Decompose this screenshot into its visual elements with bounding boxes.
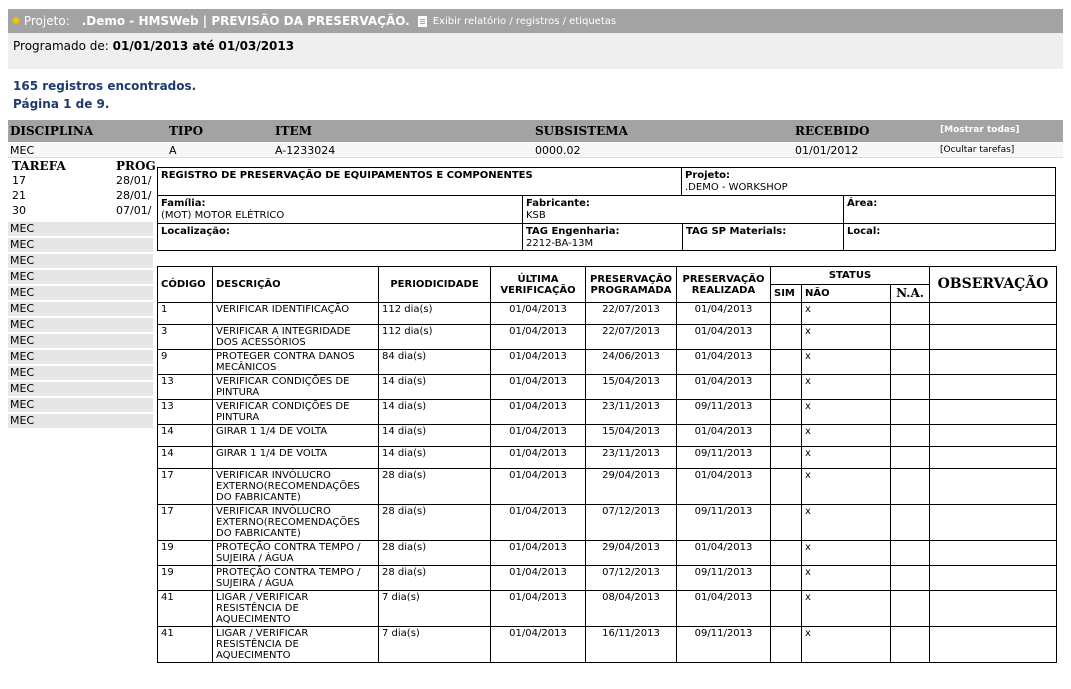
cell-programada: 16/11/2013: [586, 627, 677, 663]
projeto-label: Projeto:: [685, 170, 730, 181]
cell-programada: 15/04/2013: [586, 375, 677, 400]
cell-sim: [771, 425, 802, 447]
table-row[interactable]: [158, 425, 1057, 447]
cell-descricao: GIRAR 1 1/4 DE VOLTA: [213, 425, 379, 447]
cell-periodicidade: 14 dia(s): [379, 447, 491, 469]
task-tarefa: 17: [12, 174, 26, 187]
cell-na: [891, 350, 930, 375]
cell-ultima: 01/04/2013: [491, 400, 586, 425]
cell-obs: [930, 425, 1057, 447]
tag-sp-cell: [683, 224, 844, 250]
table-row[interactable]: [158, 400, 1057, 425]
cell-sim: [771, 447, 802, 469]
cell-obs: [930, 325, 1057, 350]
cell-descricao: VERIFICAR CONDIÇÕES DE PINTURA: [213, 375, 379, 400]
localizacao-label: Localização:: [161, 226, 230, 237]
th-descricao: DESCRIÇÃO: [213, 267, 379, 303]
cell-programada: 15/04/2013: [586, 425, 677, 447]
task-tarefa: 30: [12, 204, 26, 217]
cell-nao: x: [802, 591, 891, 627]
cell-realizada: 01/04/2013: [677, 375, 771, 400]
cell-nao: x: [802, 541, 891, 566]
records-count: 165 registros encontrados.: [13, 79, 197, 93]
cell-codigo: 41: [158, 591, 213, 627]
cell-periodicidade: 7 dia(s): [379, 627, 491, 663]
cell-periodicidade: 28 dia(s): [379, 469, 491, 505]
project-label: Projeto:: [23, 14, 70, 28]
cell-nao: x: [802, 400, 891, 425]
cell-codigo: 17: [158, 469, 213, 505]
cell-descricao: VERIFICAR IDENTIFICAÇÃO: [213, 303, 379, 325]
task-prog: 07/01/: [116, 204, 152, 217]
cell-na: [891, 425, 930, 447]
table-row[interactable]: [158, 350, 1057, 375]
cell-programada: 23/11/2013: [586, 400, 677, 425]
projeto-value: .DEMO - WORKSHOP: [685, 182, 788, 193]
page-info: Página 1 de 9.: [13, 97, 110, 111]
familia-value: (MOT) MOTOR ELÉTRICO: [161, 210, 285, 221]
list-item[interactable]: MEC: [8, 334, 153, 349]
list-item[interactable]: MEC: [8, 270, 153, 285]
cell-periodicidade: 14 dia(s): [379, 375, 491, 400]
cell-periodicidade: 28 dia(s): [379, 541, 491, 566]
cell-periodicidade: 112 dia(s): [379, 303, 491, 325]
fabricante-value: KSB: [526, 210, 546, 221]
cell-na: [891, 325, 930, 350]
cell-nao: x: [802, 469, 891, 505]
tag-eng-cell: [523, 224, 683, 250]
col-recebido: RECEBIDO: [795, 124, 870, 138]
cell-nao: x: [802, 425, 891, 447]
cell-na: [891, 469, 930, 505]
cell-na: [891, 447, 930, 469]
list-item[interactable]: MEC: [8, 366, 153, 381]
cell-ultima: 01/04/2013: [491, 325, 586, 350]
cell-sim: [771, 627, 802, 663]
cell-sim: [771, 350, 802, 375]
list-item[interactable]: MEC: [8, 318, 153, 333]
tag-eng-value: 2212-BA-13M: [526, 238, 594, 249]
cell-programada: 22/07/2013: [586, 325, 677, 350]
cell-codigo: 19: [158, 566, 213, 591]
preservation-table: [157, 266, 1057, 663]
cell-obs: [930, 400, 1057, 425]
cell-descricao: LIGAR / VERIFICAR RESISTÊNCIA DE AQUECIMENTO: [213, 591, 379, 627]
cell-programada: 07/12/2013: [586, 566, 677, 591]
row-recebido: 01/01/2012: [795, 144, 859, 157]
cell-periodicidade: 14 dia(s): [379, 425, 491, 447]
cell-ultima: 01/04/2013: [491, 447, 586, 469]
cell-programada: 29/04/2013: [586, 541, 677, 566]
cell-realizada: 09/11/2013: [677, 566, 771, 591]
task-prog: 28/01/: [116, 174, 152, 187]
row-tipo: A: [169, 144, 177, 157]
cell-sim: [771, 566, 802, 591]
cell-ultima: 01/04/2013: [491, 303, 586, 325]
record-title-cell: [158, 168, 682, 196]
cell-programada: 23/11/2013: [586, 447, 677, 469]
cell-descricao: LIGAR / VERIFICAR RESISTÊNCIA DE AQUECIMENTO: [213, 627, 379, 663]
th-status: STATUS: [771, 267, 930, 285]
task-prog: 28/01/: [116, 189, 152, 202]
cell-obs: [930, 350, 1057, 375]
table-row[interactable]: [158, 541, 1057, 566]
th-realizada: PRESERVAÇÃO REALIZADA: [677, 267, 771, 303]
cell-descricao: VERIFICAR INVÓLUCRO EXTERNO(RECOMENDAÇÕES DO FABRICANTE): [213, 469, 379, 505]
cell-realizada: 09/11/2013: [677, 400, 771, 425]
th-codigo: CÓDIGO: [158, 267, 213, 303]
cell-programada: 29/04/2013: [586, 469, 677, 505]
cell-sim: [771, 505, 802, 541]
table-row[interactable]: [158, 447, 1057, 469]
cell-sim: [771, 591, 802, 627]
cell-na: [891, 541, 930, 566]
cell-codigo: 13: [158, 400, 213, 425]
table-row[interactable]: [158, 469, 1057, 505]
cell-descricao: PROTEGER CONTRA DANOS MECÂNICOS: [213, 350, 379, 375]
report-links[interactable]: Exibir relatório / registros / etiquetas: [432, 15, 617, 27]
cell-obs: [930, 375, 1057, 400]
list-item[interactable]: MEC: [8, 398, 153, 413]
col-item: ITEM: [275, 124, 312, 138]
cell-nao: x: [802, 447, 891, 469]
task-tarefa: 21: [12, 189, 26, 202]
list-item[interactable]: MEC: [8, 302, 153, 317]
row-item: A-1233024: [275, 144, 336, 157]
cell-sim: [771, 541, 802, 566]
col-subsistema: SUBSISTEMA: [535, 124, 628, 138]
localizacao-cell: [158, 224, 523, 250]
cell-na: [891, 505, 930, 541]
th-ultima: ÚLTIMA VERIFICAÇÃO: [491, 267, 586, 303]
cell-obs: [930, 505, 1057, 541]
table-row[interactable]: [158, 303, 1057, 325]
hide-tasks-link[interactable]: [Ocultar tarefas]: [940, 145, 1015, 155]
row-subsistema: 0000.02: [535, 144, 581, 157]
list-header: [8, 120, 1063, 142]
record-panel: [157, 167, 1056, 251]
programmed-range: 01/01/2013 até 01/03/2013: [112, 39, 295, 53]
table-row[interactable]: [158, 591, 1057, 627]
cell-realizada: 01/04/2013: [677, 591, 771, 627]
cell-na: [891, 591, 930, 627]
cell-realizada: 01/04/2013: [677, 325, 771, 350]
th-nao: NÃO: [802, 285, 891, 303]
local-cell: [844, 224, 1055, 250]
familia-label: Família:: [161, 198, 206, 209]
cell-obs: [930, 447, 1057, 469]
cell-nao: x: [802, 303, 891, 325]
cell-obs: [930, 541, 1057, 566]
table-row[interactable]: [158, 566, 1057, 591]
cell-realizada: 01/04/2013: [677, 350, 771, 375]
table-row[interactable]: [158, 325, 1057, 350]
cell-codigo: 1: [158, 303, 213, 325]
cell-realizada: 01/04/2013: [677, 469, 771, 505]
cell-obs: [930, 627, 1057, 663]
th-observacao: OBSERVAÇÃO: [930, 267, 1057, 303]
cell-nao: x: [802, 375, 891, 400]
cell-codigo: 14: [158, 425, 213, 447]
list-item[interactable]: MEC: [8, 254, 153, 269]
cell-programada: 07/12/2013: [586, 505, 677, 541]
cell-periodicidade: 14 dia(s): [379, 400, 491, 425]
th-sim: SIM: [771, 285, 802, 303]
tag-sp-label: TAG SP Materials:: [686, 226, 787, 237]
cell-ultima: 01/04/2013: [491, 425, 586, 447]
preservation-table-wrap: [157, 266, 1056, 663]
row-disciplina: MEC: [10, 144, 35, 157]
cell-nao: x: [802, 627, 891, 663]
cell-codigo: 41: [158, 627, 213, 663]
cell-programada: 24/06/2013: [586, 350, 677, 375]
cell-codigo: 3: [158, 325, 213, 350]
bullet-icon: ●: [12, 16, 20, 26]
cell-realizada: 01/04/2013: [677, 425, 771, 447]
cell-ultima: 01/04/2013: [491, 375, 586, 400]
cell-descricao: GIRAR 1 1/4 DE VOLTA: [213, 447, 379, 469]
programmed-range-bar: [8, 33, 1063, 69]
record-title: REGISTRO DE PRESERVAÇÃO DE EQUIPAMENTOS E COMPONENTES: [161, 170, 533, 181]
show-all-link[interactable]: [Mostrar todas]: [940, 125, 1020, 135]
page-title: .Demo - HMSWeb | PREVISÃO DA PRESERVAÇÃO.: [81, 14, 410, 28]
cell-realizada: 09/11/2013: [677, 447, 771, 469]
cell-na: [891, 627, 930, 663]
cell-descricao: PROTEÇÃO CONTRA TEMPO / SUJEIRA / ÁGUA: [213, 541, 379, 566]
cell-sim: [771, 303, 802, 325]
col-disciplina: DISCIPLINA: [10, 124, 94, 138]
projeto-cell: [682, 168, 1055, 196]
programmed-label: Programado de:: [13, 39, 109, 53]
cell-ultima: 01/04/2013: [491, 566, 586, 591]
cell-sim: [771, 375, 802, 400]
cell-ultima: 01/04/2013: [491, 541, 586, 566]
tag-eng-label: TAG Engenharia:: [526, 226, 620, 237]
familia-cell: [158, 196, 523, 224]
cell-ultima: 01/04/2013: [491, 505, 586, 541]
cell-descricao: VERIFICAR CONDIÇÕES DE PINTURA: [213, 400, 379, 425]
cell-periodicidade: 84 dia(s): [379, 350, 491, 375]
document-icon[interactable]: [418, 16, 427, 27]
cell-ultima: 01/04/2013: [491, 469, 586, 505]
cell-descricao: VERIFICAR INVÓLUCRO EXTERNO(RECOMENDAÇÕES DO FABRICANTE): [213, 505, 379, 541]
cell-realizada: 09/11/2013: [677, 627, 771, 663]
cell-na: [891, 400, 930, 425]
list-item[interactable]: MEC: [8, 382, 153, 397]
list-item[interactable]: MEC: [8, 286, 153, 301]
cell-codigo: 19: [158, 541, 213, 566]
cell-codigo: 9: [158, 350, 213, 375]
task-header-tarefa: TAREFA: [12, 159, 66, 173]
cell-descricao: VERIFICAR A INTEGRIDADE DOS ACESSÓRIOS: [213, 325, 379, 350]
cell-nao: x: [802, 566, 891, 591]
cell-na: [891, 375, 930, 400]
cell-obs: [930, 303, 1057, 325]
top-bar: [8, 9, 1063, 33]
task-header-prog: PROG: [116, 159, 156, 173]
cell-nao: x: [802, 350, 891, 375]
cell-na: [891, 303, 930, 325]
cell-descricao: PROTEÇÃO CONTRA TEMPO / SUJEIRA / ÁGUA: [213, 566, 379, 591]
cell-periodicidade: 7 dia(s): [379, 591, 491, 627]
cell-ultima: 01/04/2013: [491, 591, 586, 627]
cell-sim: [771, 400, 802, 425]
table-row[interactable]: [158, 627, 1057, 663]
cell-obs: [930, 566, 1057, 591]
area-label: Área:: [847, 198, 878, 209]
cell-obs: [930, 591, 1057, 627]
th-programada: PRESERVAÇÃO PROGRAMADA: [586, 267, 677, 303]
local-label: Local:: [847, 226, 881, 237]
cell-sim: [771, 325, 802, 350]
fabricante-label: Fabricante:: [526, 198, 590, 209]
list-item[interactable]: MEC: [8, 414, 153, 429]
cell-realizada: 01/04/2013: [677, 541, 771, 566]
area-cell: [844, 196, 1055, 224]
cell-codigo: 13: [158, 375, 213, 400]
cell-programada: 22/07/2013: [586, 303, 677, 325]
cell-ultima: 01/04/2013: [491, 350, 586, 375]
cell-nao: x: [802, 325, 891, 350]
cell-na: [891, 566, 930, 591]
cell-nao: x: [802, 505, 891, 541]
cell-periodicidade: 28 dia(s): [379, 505, 491, 541]
list-item[interactable]: MEC: [8, 238, 153, 253]
col-tipo: TIPO: [169, 124, 204, 138]
list-item[interactable]: MEC: [8, 350, 153, 365]
th-na: N.A.: [891, 285, 930, 303]
table-row[interactable]: [158, 375, 1057, 400]
cell-sim: [771, 469, 802, 505]
cell-realizada: 09/11/2013: [677, 505, 771, 541]
cell-periodicidade: 28 dia(s): [379, 566, 491, 591]
fabricante-cell: [523, 196, 844, 224]
cell-programada: 08/04/2013: [586, 591, 677, 627]
cell-realizada: 01/04/2013: [677, 303, 771, 325]
cell-codigo: 17: [158, 505, 213, 541]
cell-periodicidade: 112 dia(s): [379, 325, 491, 350]
table-row[interactable]: [158, 505, 1057, 541]
task-list: [5, 159, 155, 221]
list-row[interactable]: [8, 143, 1063, 158]
th-periodicidade: PERIODICIDADE: [379, 267, 491, 303]
cell-obs: [930, 469, 1057, 505]
list-item[interactable]: MEC: [8, 222, 153, 237]
cell-codigo: 14: [158, 447, 213, 469]
cell-ultima: 01/04/2013: [491, 627, 586, 663]
